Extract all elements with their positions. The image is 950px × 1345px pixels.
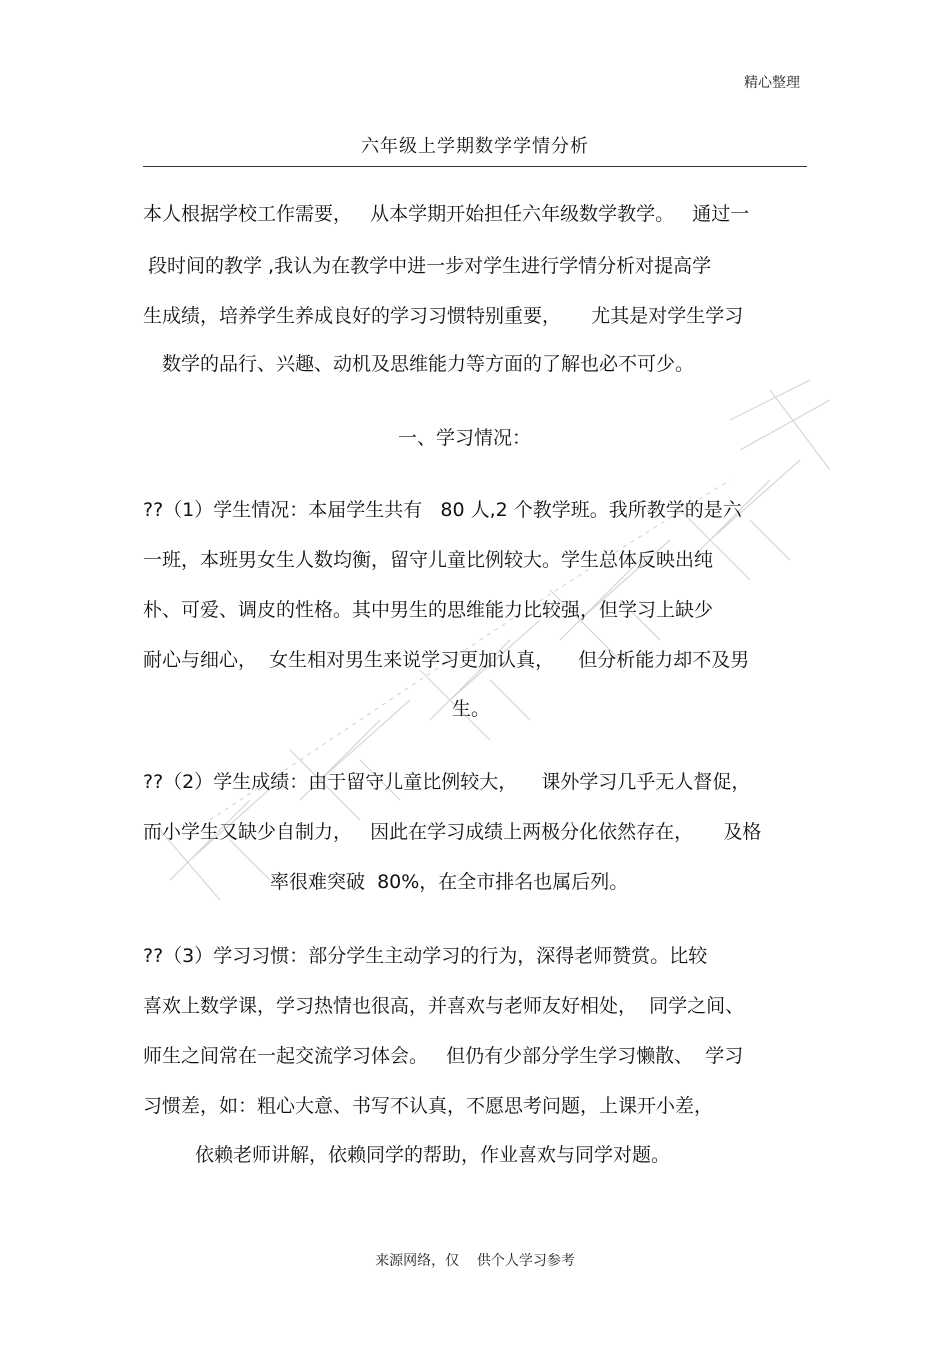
- para3-line: 依赖老师讲解，依赖同学的帮助，作业喜欢与同学对题。: [195, 1144, 671, 1166]
- para3-line: ??（3）学习习惯：部分学生主动学习的行为，深得老师赞赏。比较: [143, 945, 708, 967]
- para2-line: ??（2）学生成绩：由于留守儿童比例较大， 课外学习几乎无人督促，: [143, 771, 751, 793]
- intro-line: 数学的品行、兴趣、动机及思维能力等方面的了解也必不可少。: [162, 353, 695, 375]
- intro-line: 段时间的教学 ,我认为在教学中进一步对学生进行学情分析对提高学: [148, 255, 712, 277]
- para1-line: 朴、可爱、调皮的性格。其中男生的思维能力比较强，但学习上缺少: [143, 599, 714, 621]
- page-header-note: 精心整理: [744, 75, 800, 91]
- intro-line: 本人根据学校工作需要， 从本学期开始担任六年级数学教学。 通过一: [143, 203, 750, 225]
- title-divider: [143, 166, 807, 167]
- para1-line: 生。: [452, 698, 491, 720]
- para2-line: 率很难突破 80%，在全市排名也属后列。: [270, 871, 629, 893]
- para1-line: ??（1）学生情况：本届学生共有 80 人,2 个教学班。我所教学的是六: [143, 499, 742, 521]
- intro-line: 生成绩，培养学生养成良好的学习习惯特别重要， 尤其是对学生学习: [143, 305, 744, 327]
- para1-line: 一班，本班男女生人数均衡，留守儿童比例较大。学生总体反映出纯: [143, 549, 714, 571]
- para3-line: 习惯差，如：粗心大意、书写不认真，不愿思考问题，上课开小差，: [143, 1095, 714, 1117]
- document-title: 六年级上学期数学学情分析: [361, 136, 589, 157]
- page-footer-note: 来源网络，仅 供个人学习参考: [375, 1253, 575, 1269]
- section-heading: 一、学习情况：: [398, 427, 532, 449]
- para3-line: 喜欢上数学课，学习热情也很高，并喜欢与老师友好相处， 同学之间、: [143, 995, 745, 1017]
- para1-line: 耐心与细心， 女生相对男生来说学习更加认真， 但分析能力却不及男: [143, 649, 750, 671]
- para3-line: 师生之间常在一起交流学习体会。 但仍有少部分学生学习懒散、 学习: [143, 1045, 744, 1067]
- para2-line: 而小学生又缺少自制力， 因此在学习成绩上两极分化依然存在， 及格: [143, 821, 762, 843]
